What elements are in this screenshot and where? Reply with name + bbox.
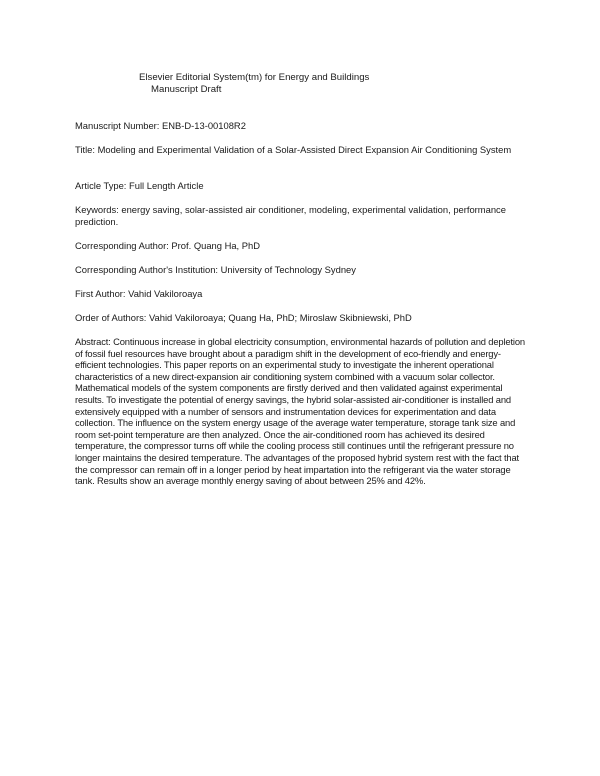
article-type: Article Type: Full Length Article <box>75 180 204 191</box>
keywords: Keywords: energy saving, solar-assisted air conditioner, modeling, experimental validation, performance prediction. <box>75 204 506 227</box>
abstract: Abstract: Continuous increase in global electricity consumption, environmental hazards of pollution and depletion of fossil fuel resources have brought about a paradigm shift in the development of eco-friendly and energy-efficient technologies. This paper reports on an experimental study to investigate the inherent operational characteristics of a new direct-expansion air conditioning system combined with a vacuum solar collector. Mathematical models of the system components are firstly derived and then validated against experimental results. To investigate the potential of energy savings, the hybrid solar-assisted air-conditioner is installed and extensively equipped with a number of sensors and instrumentation devices for experimentation and data collection. The influence on the system energy usage of the average water temperature, storage tank size and room set-point temperature are then analyzed. Once the air-conditioned room has achieved its desired temperature, the compressor turns off while the cooling process still continues until the refrigerant pressure no longer maintains the desired temperature. The advantages of the proposed hybrid system rest with the fact that the compressor can remain off in a longer period by heat impartation into the refrigerant via the water storage tank. Results show an average monthly energy saving of about between 25% and 42%. <box>75 336 525 487</box>
submission-header <box>139 72 369 96</box>
corresponding-author: Corresponding Author: Prof. Quang Ha, PhD <box>75 240 260 251</box>
author-institution: Corresponding Author's Institution: University of Technology Sydney <box>75 264 356 275</box>
article-title: Title: Modeling and Experimental Validation of a Solar-Assisted Direct Expansion Air Conditioning System <box>75 144 512 155</box>
manuscript-number: Manuscript Number: ENB-D-13-00108R2 <box>75 120 246 131</box>
first-author: First Author: Vahid Vakiloroaya <box>75 288 203 299</box>
header-system-line: Elsevier Editorial System(tm) for Energy and Buildings <box>139 72 370 83</box>
header-draft-line: Manuscript Draft <box>151 84 222 95</box>
order-of-authors: Order of Authors: Vahid Vakiloroaya; Quang Ha, PhD; Miroslaw Skibniewski, PhD <box>75 312 412 323</box>
